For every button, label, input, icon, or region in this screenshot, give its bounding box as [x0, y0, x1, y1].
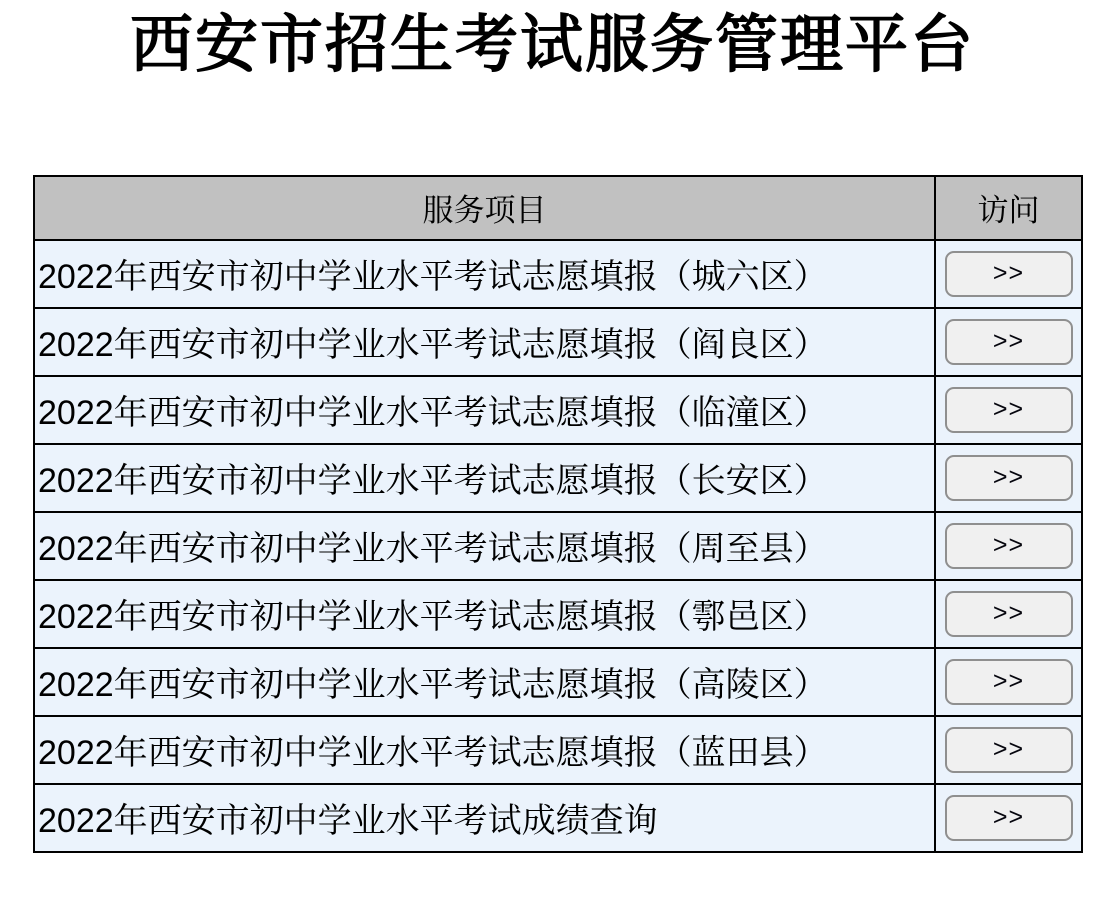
access-cell [935, 308, 1082, 376]
service-name: 2022年西安市初中学业水平考试志愿填报（高陵区） [34, 648, 935, 716]
access-button[interactable]: >> [945, 455, 1073, 501]
service-name: 2022年西安市初中学业水平考试志愿填报（鄠邑区） [34, 580, 935, 648]
access-button[interactable]: >> [945, 387, 1073, 433]
table-row [34, 716, 1082, 784]
service-table-body [34, 240, 1082, 852]
table-row [34, 376, 1082, 444]
access-button[interactable]: >> [945, 727, 1073, 773]
service-name: 2022年西安市初中学业水平考试志愿填报（周至县） [34, 512, 935, 580]
access-cell [935, 376, 1082, 444]
access-cell [935, 240, 1082, 308]
service-name: 2022年西安市初中学业水平考试志愿填报（城六区） [34, 240, 935, 308]
access-button[interactable]: >> [945, 659, 1073, 705]
table-row [34, 308, 1082, 376]
access-cell [935, 444, 1082, 512]
access-cell [935, 784, 1082, 852]
table-row [34, 444, 1082, 512]
access-cell [935, 512, 1082, 580]
column-header-service: 服务项目 [34, 176, 935, 240]
access-cell [935, 580, 1082, 648]
service-name: 2022年西安市初中学业水平考试志愿填报（临潼区） [34, 376, 935, 444]
access-button[interactable]: >> [945, 251, 1073, 297]
page-title: 西安市招生考试服务管理平台 [130, 8, 975, 81]
table-row [34, 580, 1082, 648]
table-row [34, 240, 1082, 308]
access-cell [935, 716, 1082, 784]
column-header-access: 访问 [935, 176, 1082, 240]
access-button[interactable]: >> [945, 319, 1073, 365]
table-row [34, 784, 1082, 852]
access-button[interactable]: >> [945, 523, 1073, 569]
service-table [33, 175, 1083, 853]
table-row [34, 512, 1082, 580]
header-row [34, 176, 1082, 240]
access-button[interactable]: >> [945, 591, 1073, 637]
access-cell [935, 648, 1082, 716]
service-name: 2022年西安市初中学业水平考试志愿填报（蓝田县） [34, 716, 935, 784]
service-name: 2022年西安市初中学业水平考试志愿填报（阎良区） [34, 308, 935, 376]
table-row [34, 648, 1082, 716]
access-button[interactable]: >> [945, 795, 1073, 841]
service-table-head [34, 176, 1082, 240]
service-name: 2022年西安市初中学业水平考试志愿填报（长安区） [34, 444, 935, 512]
service-name: 2022年西安市初中学业水平考试成绩查询 [34, 784, 935, 852]
